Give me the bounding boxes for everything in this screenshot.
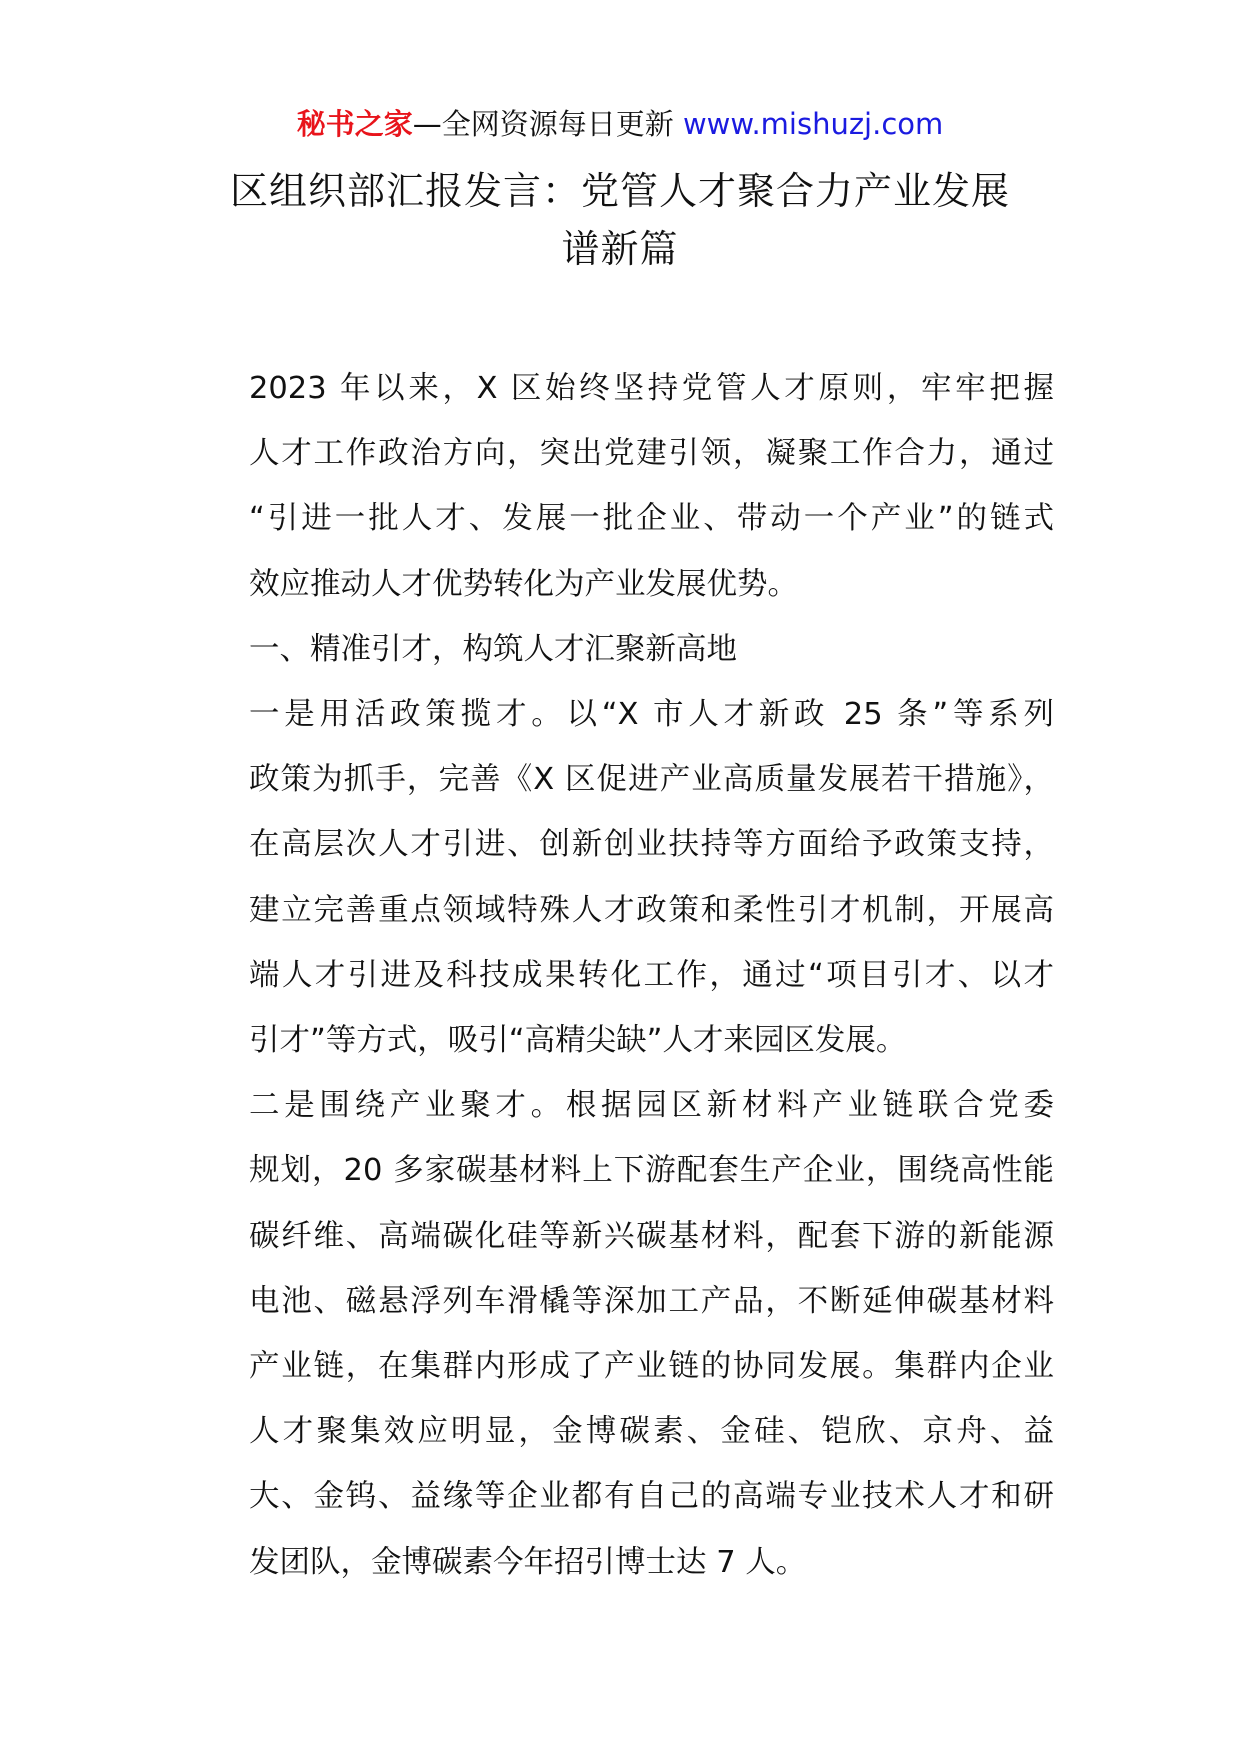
text-line: 一是用活政策揽才。以“X 市人才新政 25 条”等系列 bbox=[249, 697, 1054, 733]
brand-name: 秘书之家 bbox=[296, 107, 413, 141]
text-line: “引进一批人才、发展一批企业、带动一个产业”的链式 bbox=[249, 501, 1054, 537]
text-line: 引才”等方式，吸引“高精尖缺”人才来园区发展。 bbox=[249, 1023, 907, 1059]
text-line: 人才聚集效应明显，金博碳素、金硅、铠欣、京舟、益 bbox=[249, 1414, 1054, 1450]
text-line: 建立完善重点领域特殊人才政策和柔性引才机制，开展高 bbox=[249, 892, 1054, 928]
intro-paragraph bbox=[188, 356, 1054, 617]
section-heading bbox=[188, 617, 1054, 682]
document-body bbox=[188, 356, 1054, 1595]
text-line: 发团队，金博碳素今年招引博士达 7 人。 bbox=[249, 1544, 807, 1580]
text-line: 大、金钨、益缘等企业都有自己的高端专业技术人才和研 bbox=[249, 1479, 1054, 1515]
text-line: 人才工作政治方向，突出党建引领，凝聚工作合力，通过 bbox=[249, 436, 1054, 472]
site-url: www.mishuzj.com bbox=[682, 107, 944, 141]
text-line: 规划，20 多家碳基材料上下游配套生产企业，围绕高性能 bbox=[249, 1153, 1054, 1189]
watermark-header bbox=[0, 104, 1240, 144]
text-line: 政策为抓手，完善《X 区促进产业高质量发展若干措施》， bbox=[249, 762, 1054, 798]
body-paragraph-industry bbox=[188, 1073, 1054, 1595]
text-line: 电池、磁悬浮列车滑橇等深加工产品，不断延伸碳基材料 bbox=[249, 1283, 1054, 1319]
text-line: 产业链，在集群内形成了产业链的协同发展。集群内企业 bbox=[249, 1349, 1054, 1385]
text-line: 在高层次人才引进、创新创业扶持等方面给予政策支持， bbox=[249, 827, 1054, 863]
body-paragraph-policy bbox=[188, 682, 1054, 1073]
text-line: 一、精准引才，构筑人才汇聚新高地 bbox=[249, 631, 737, 667]
text-line: 端人才引进及科技成果转化工作，通过“项目引才、以才 bbox=[249, 957, 1054, 993]
title-line-2: 谱新篇 bbox=[561, 227, 679, 271]
header-tagline: —全网资源每日更新 bbox=[412, 107, 683, 141]
title-line-1: 区组织部汇报发言：党管人才聚合力产业发展 bbox=[229, 169, 1010, 213]
document-title bbox=[150, 162, 1090, 278]
text-line: 碳纤维、高端碳化硅等新兴碳基材料，配套下游的新能源 bbox=[249, 1218, 1054, 1254]
text-line: 2023 年以来，X 区始终坚持党管人才原则，牢牢把握 bbox=[249, 371, 1054, 406]
text-line: 二是围绕产业聚才。根据园区新材料产业链联合党委 bbox=[249, 1088, 1054, 1124]
text-line: 效应推动人才优势转化为产业发展优势。 bbox=[249, 566, 798, 602]
